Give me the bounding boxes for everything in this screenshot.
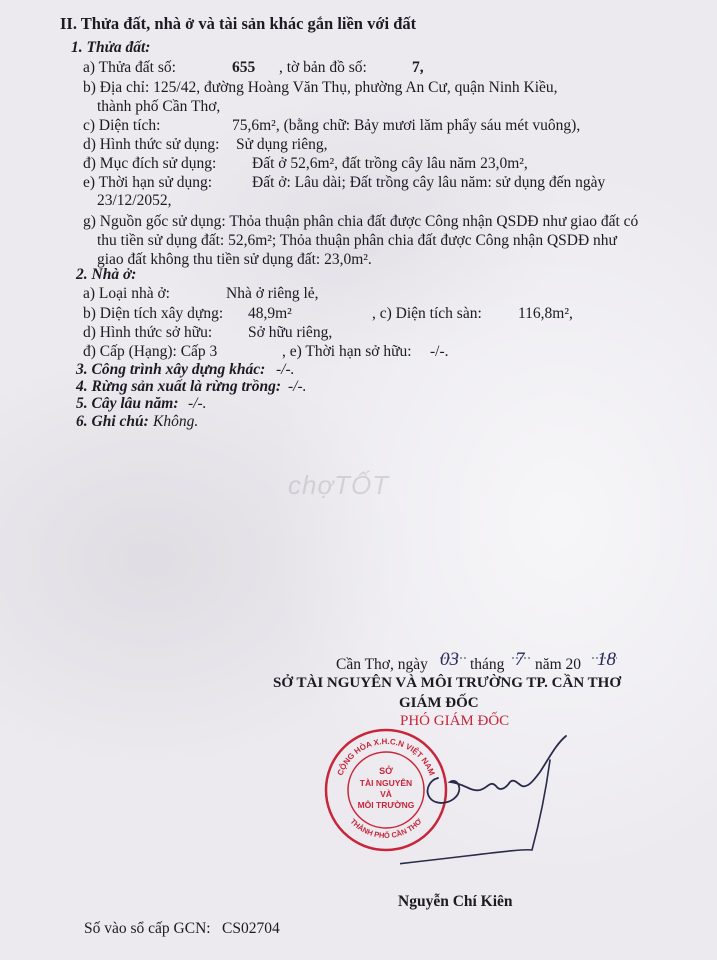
registry-label: Số vào sổ cấp GCN: <box>84 920 211 937</box>
origin-line-2: thu tiền sử dụng đất: 52,6m²; Thỏa thuận phân chia đất được Công nhận QSDĐ như <box>97 232 617 249</box>
position-stamp: PHÓ GIÁM ĐỐC <box>400 713 510 729</box>
date-year-label: năm 20 <box>535 656 582 673</box>
watermark: chợTỐT <box>288 470 390 500</box>
signer-name: Nguyễn Chí Kiên <box>398 893 513 910</box>
house-heading: 2. Nhà ở: <box>76 266 137 283</box>
seal-center-4: MÔI TRƯỜNG <box>357 800 415 810</box>
item-5-label: 5. Cây lâu năm: <box>76 395 179 412</box>
item-6-label: 6. Ghi chú: <box>76 413 149 430</box>
origin-line-1: g) Nguồn gốc sử dụng: Thỏa thuận phân chia đất được Công nhận QSDĐ như giao đất có <box>83 213 639 230</box>
position-printed: GIÁM ĐỐC <box>399 695 479 711</box>
address-line-1: b) Địa chỉ: 125/42, đường Hoàng Văn Thụ, phường An Cư, quận Ninh Kiều, <box>83 79 558 96</box>
section-title: II. Thửa đất, nhà ở và tài sản khác gắn liền với đất <box>60 14 417 33</box>
date-place: Cần Thơ, ngày <box>336 656 428 673</box>
use-term-date: 23/12/2052, <box>97 192 172 209</box>
use-form-label: d) Hình thức sử dụng: <box>83 136 220 153</box>
build-area-value: 48,9m² <box>248 305 292 322</box>
seal-ring-bottom: THÀNH PHỐ CẦN THƠ <box>348 816 424 841</box>
item-4-label: 4. Rừng sản xuất là rừng trồng: <box>76 378 282 395</box>
use-purpose-label: đ) Mục đích sử dụng: <box>83 155 217 172</box>
handwritten-signature <box>400 720 600 880</box>
grade-label: đ) Cấp (Hạng): Cấp 3 <box>83 343 218 360</box>
ownership-label: d) Hình thức sở hữu: <box>83 324 213 341</box>
seal-ring-top: CỘNG HÒA X.H.C.N VIỆT NAM <box>335 736 437 777</box>
item-6-value: Không. <box>153 413 199 430</box>
origin-line-3: giao đất không thu tiền sử dụng đất: 23,0m². <box>97 251 372 268</box>
house-type-value: Nhà ở riêng lẻ, <box>226 285 319 302</box>
registry-number: CS02704 <box>222 920 280 937</box>
area-label: c) Diện tích: <box>83 117 161 134</box>
seal-center-3: VÀ <box>380 789 392 799</box>
use-purpose-value: Đất ở 52,6m², đất trồng cây lâu năm 23,0m², <box>252 155 528 172</box>
date-year: 18 <box>597 649 616 670</box>
ownership-value: Sở hữu riêng, <box>248 324 333 341</box>
seal-center-2: TÀI NGUYÊN <box>359 778 413 788</box>
item-4-value: -/-. <box>288 378 307 395</box>
use-term-label: e) Thời hạn sử dụng: <box>83 174 213 191</box>
land-a-label: a) Thửa đất số: <box>83 59 176 76</box>
item-3-label: 3. Công trình xây dựng khác: <box>76 361 266 378</box>
area-value: 75,6m², (bằng chữ: Bảy mươi lăm phẩy sáu mét vuông), <box>232 117 581 134</box>
land-map-label: , tờ bản đồ số: <box>279 59 367 76</box>
date-day: 03 <box>440 649 459 670</box>
date-month-label: tháng <box>470 656 505 673</box>
map-sheet-number: 7, <box>412 59 424 76</box>
address-line-2: thành phố Cần Thơ, <box>97 98 221 115</box>
use-term-value: Đất ở: Lâu dài; Đất trồng cây lâu năm: sử dụng đến ngày <box>252 174 606 191</box>
ownership-term-value: -/-. <box>430 343 449 360</box>
ownership-term-label: , e) Thời hạn sở hữu: <box>282 343 412 360</box>
land-heading: 1. Thửa đất: <box>71 39 151 56</box>
use-form-value: Sử dụng riêng, <box>236 136 328 153</box>
build-area-label: b) Diện tích xây dựng: <box>83 305 224 322</box>
house-type-label: a) Loại nhà ở: <box>83 285 170 302</box>
date-underline-scribble <box>412 636 632 676</box>
floor-area-value: 116,8m², <box>518 305 573 322</box>
date-month: 7 <box>515 649 525 670</box>
item-3-value: -/-. <box>276 361 295 378</box>
item-5-value: -/-. <box>188 395 207 412</box>
seal-center-1: SỞ <box>379 766 393 776</box>
parcel-number: 655 <box>232 59 256 76</box>
floor-area-label: , c) Diện tích sàn: <box>372 305 482 322</box>
authority-name: SỞ TÀI NGUYÊN VÀ MÔI TRƯỜNG TP. CẦN THƠ <box>273 675 621 691</box>
